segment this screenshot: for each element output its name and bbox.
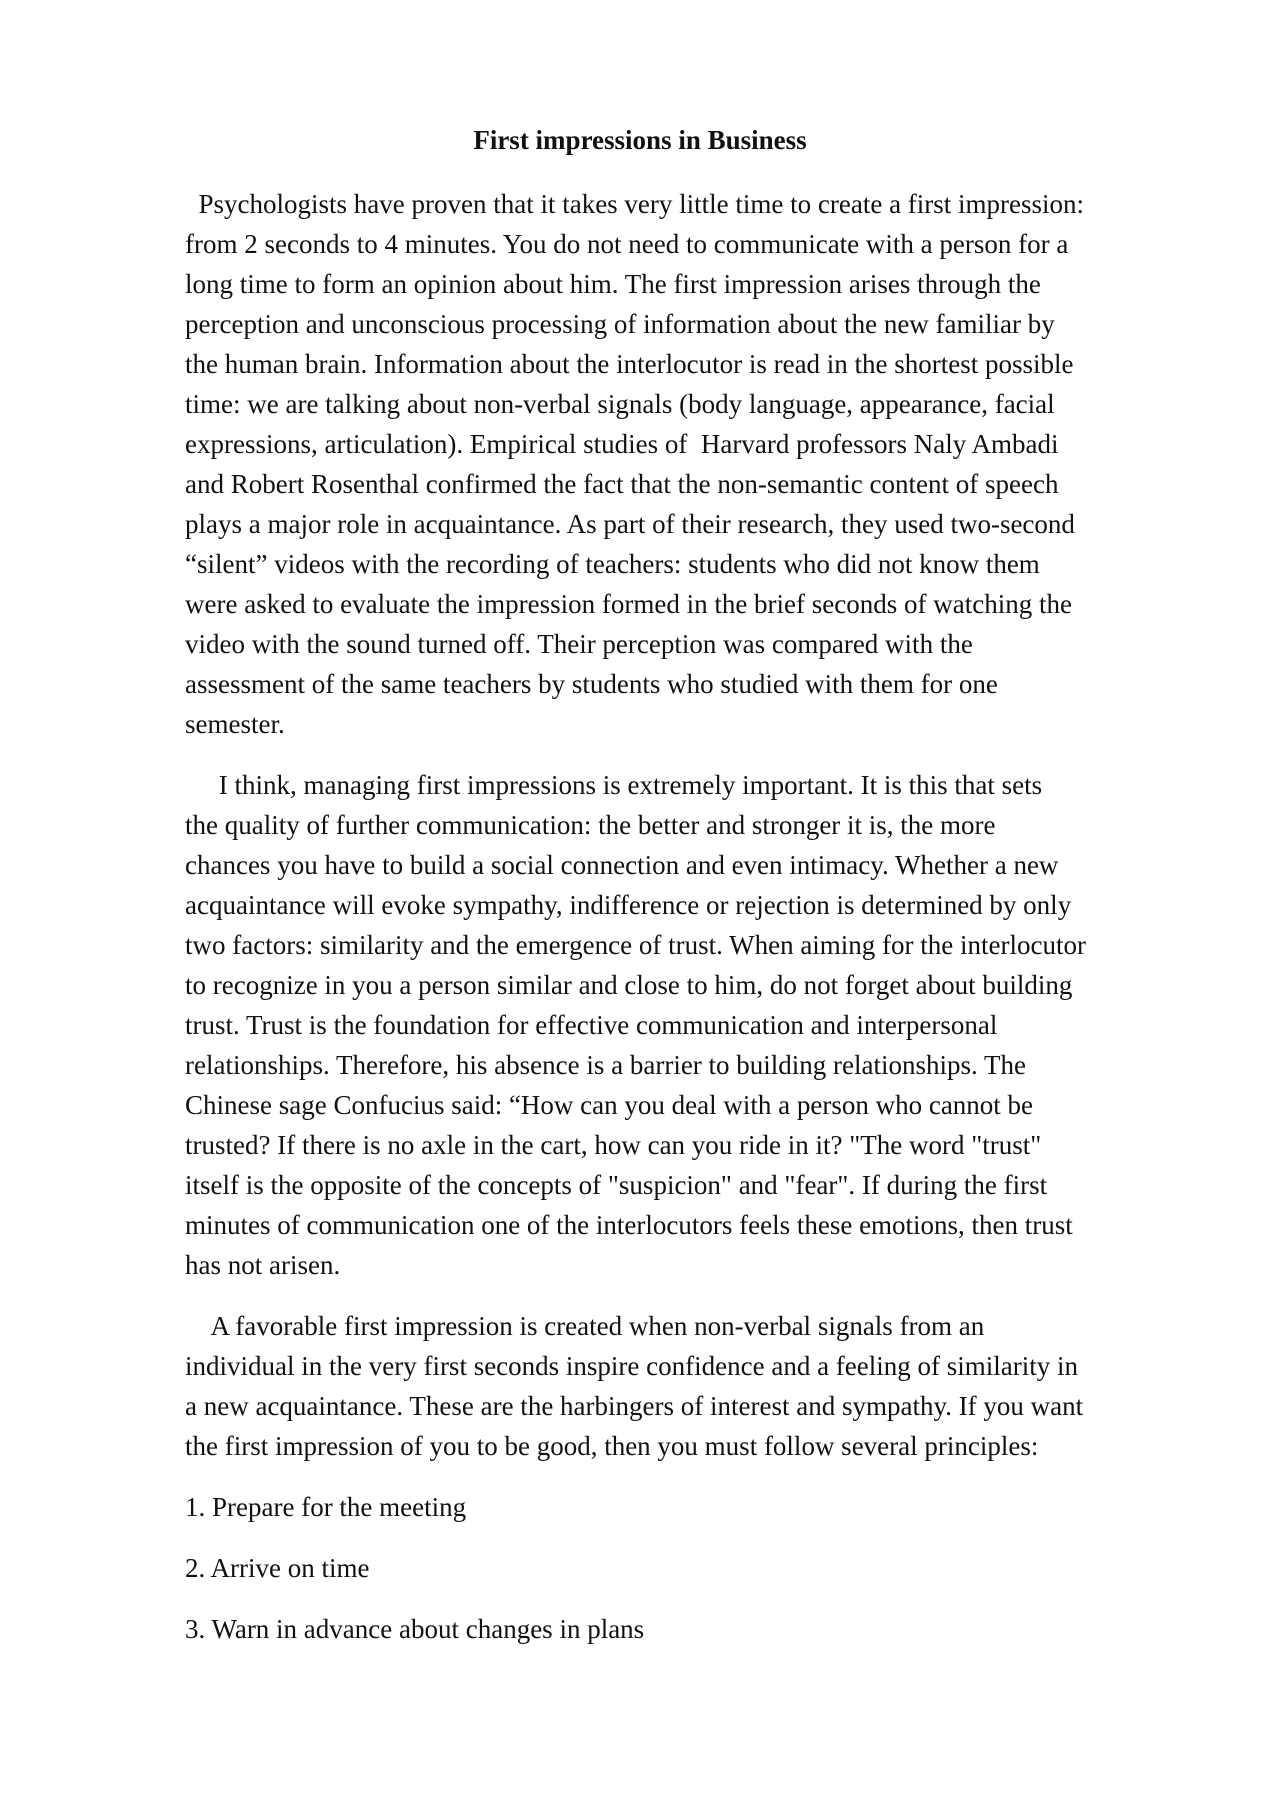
paragraph-line: perception and unconscious processing of information about the new familiar by [185,309,1055,339]
list-item: 3. Warn in advance about changes in plans [185,1614,645,1644]
paragraph-2 [185,765,1205,1285]
list-item: 1. Prepare for the meeting [185,1492,467,1522]
paragraph-line: assessment of the same teachers by students who studied with them for one [185,669,998,699]
paragraph-line: acquaintance will evoke sympathy, indifference or rejection is determined by only [185,890,1072,920]
paragraph-line: and Robert Rosenthal confirmed the fact that the non-semantic content of speech [185,469,1059,499]
paragraph-line: Psychologists have proven that it takes very little time to create a first impression: [185,189,1085,219]
paragraph-line: to recognize in you a person similar and close to him, do not forget about building [185,970,1073,1000]
paragraph-line: were asked to evaluate the impression formed in the brief seconds of watching the [185,589,1072,619]
paragraph-line: has not arisen. [185,1250,341,1280]
paragraph-line: plays a major role in acquaintance. As part of their research, they used two-second [185,509,1075,539]
paragraph-3 [185,1306,1205,1466]
paragraph-line: trusted? If there is no axle in the cart, how can you ride in it? "The word "trust" [185,1130,1042,1160]
paragraph-line: itself is the opposite of the concepts of "suspicion" and "fear". If during the first [185,1170,1048,1200]
paragraph-line: relationships. Therefore, his absence is a barrier to building relationships. The [185,1050,1027,1080]
paragraph-line: two factors: similarity and the emergence of trust. When aiming for the interlocutor [185,930,1086,960]
document-title: First impressions in Business [473,125,807,155]
paragraph-line: I think, managing first impressions is extremely important. It is this that sets [185,770,1043,800]
principles-list [185,1487,1205,1649]
paragraph-line: the first impression of you to be good, then you must follow several principles: [185,1431,1039,1461]
paragraph-line: trust. Trust is the foundation for effective communication and interpersonal [185,1010,998,1040]
paragraph-line: Chinese sage Confucius said: “How can you deal with a person who cannot be [185,1090,1034,1120]
paragraph-line: minutes of communication one of the interlocutors feels these emotions, then trust [185,1210,1073,1240]
paragraph-line: a new acquaintance. These are the harbingers of interest and sympathy. If you want [185,1391,1084,1421]
paragraph-line: individual in the very first seconds inspire confidence and a feeling of similarity in [185,1351,1079,1381]
paragraph-1 [185,184,1205,744]
paragraph-line: the quality of further communication: the better and stronger it is, the more [185,810,996,840]
paragraph-line: chances you have to build a social connection and even intimacy. Whether a new [185,850,1059,880]
list-item: 2. Arrive on time [185,1553,370,1583]
paragraph-line: expressions, articulation). Empirical studies of Harvard professors Naly Ambadi [185,429,1059,459]
paragraph-line: video with the sound turned off. Their perception was compared with the [185,629,973,659]
paragraph-line: long time to form an opinion about him. The first impression arises through the [185,269,1041,299]
paragraph-line: from 2 seconds to 4 minutes. You do not need to communicate with a person for a [185,229,1069,259]
paragraph-line: A favorable first impression is created when non-verbal signals from an [185,1311,985,1341]
document-body [185,184,1205,1670]
paragraph-line: “silent” videos with the recording of teachers: students who did not know them [185,549,1040,579]
paragraph-line: semester. [185,709,285,739]
paragraph-line: the human brain. Information about the interlocutor is read in the shortest possible [185,349,1074,379]
paragraph-line: time: we are talking about non-verbal signals (body language, appearance, facial [185,389,1055,419]
